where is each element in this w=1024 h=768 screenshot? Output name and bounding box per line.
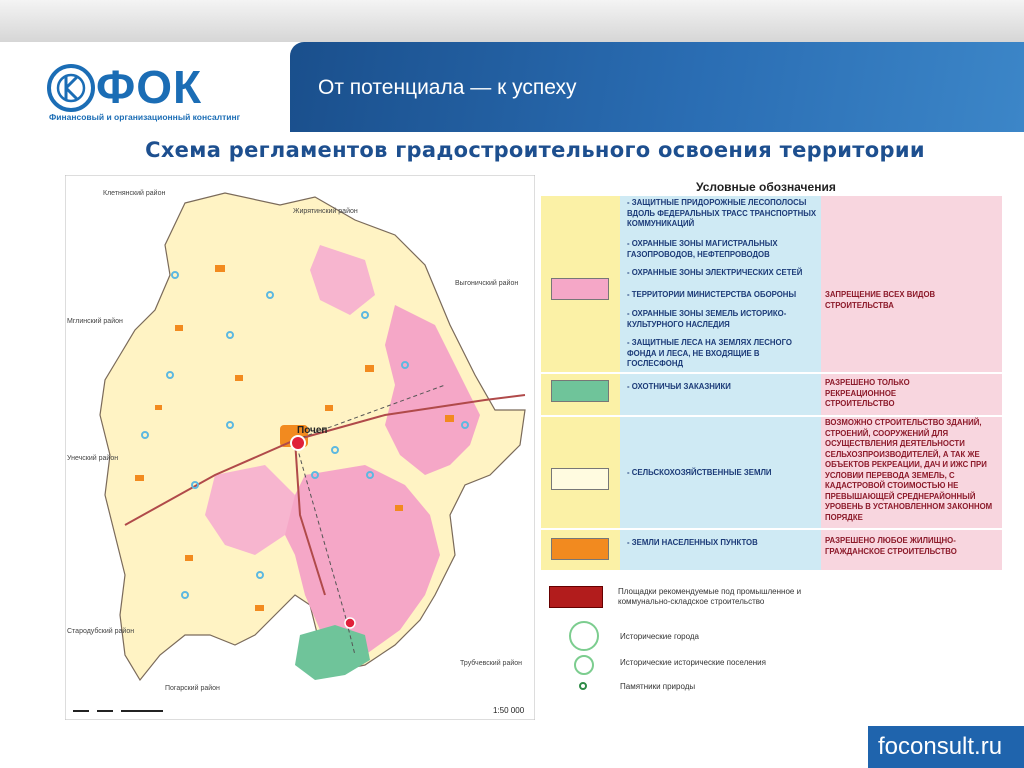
- region-label-starodub: Стародубский район: [67, 628, 135, 635]
- legend-extra-nature: Памятники природы: [620, 682, 696, 691]
- legend-regulation: ВОЗМОЖНО СТРОИТЕЛЬСТВО ЗДАНИЙ, СТРОЕНИЙ, СООРУЖЕНИЙ ДЛЯ ОСУЩЕСТВЛЕНИЯ ДЕЯТЕЛЬНОСТИ СЕЛЬХОЗПРОИЗВОДИТЕЛЕЙ, А ТАК ЖЕ ОБЪЕКТОВ РЕКРЕАЦИИ, ДАЧ И ИЖС ПРИ УСЛОВИИ ПЕРЕВОДА ЗЕМЕЛЬ, С КАДАСТРОВОЙ СТОИМОСТЬЮ НЕ ПРЕВЫШАЮЩЕЙ СРЕДНЕРАЙОННЫЙ УРОВЕНЬ В УСТАНОВЛЕННОМ ЗАКОННОМ ПОРЯДКЕ: [825, 418, 993, 522]
- legend-extra-settlement: Исторические исторические поселения: [620, 658, 766, 667]
- legend-swatch-farmland: [551, 468, 609, 490]
- legend-regulation: ЗАПРЕЩЕНИЕ ВСЕХ ВИДОВ СТРОИТЕЛЬСТВА: [825, 290, 936, 310]
- legend-item: - СЕЛЬСКОХОЗЯЙСТВЕННЫЕ ЗЕМЛИ: [627, 468, 772, 477]
- region-label-unecha: Унечский район: [67, 455, 119, 462]
- region-label-mglin: Мглинский район: [67, 318, 123, 325]
- logo-wordmark: ФОК: [96, 61, 203, 113]
- legend-swatch-reserve: [551, 380, 609, 402]
- legend-title: Условные обозначения: [696, 180, 836, 194]
- legend-item: - ЗЕМЛИ НАСЕЛЕННЫХ ПУНКТОВ: [627, 538, 758, 547]
- legend-table: [541, 196, 1002, 570]
- region-label-kletnya: Клетнянский район: [103, 190, 166, 197]
- historic-settlement-icon: [574, 655, 594, 675]
- legend-item: - ЗАЩИТНЫЕ ПРИДОРОЖНЫЕ ЛЕСОПОЛОСЫ ВДОЛЬ ФЕДЕРАЛЬНЫХ ТРАСС ТРАНСПОРТНЫХ КОММУНИКАЦИЙ: [627, 198, 817, 228]
- region-label-trubchevsk: Трубчевский район: [460, 660, 523, 667]
- city-marker: [291, 436, 305, 450]
- legend-regulation: РАЗРЕШЕНО ТОЛЬКО РЕКРЕАЦИОННОЕ СТРОИТЕЛЬСТВО: [825, 378, 910, 408]
- region-label-zhiryatino: Жирятинский район: [293, 208, 358, 215]
- legend-item: - ОХРАННЫЕ ЗОНЫ МАГИСТРАЛЬНЫХ ГАЗОПРОВОДОВ, НЕФТЕПРОВОДОВ: [627, 239, 778, 259]
- territory-map[interactable]: [65, 175, 535, 720]
- legend-extra-city: Исторические города: [620, 632, 699, 641]
- legend-regulation: РАЗРЕШЕНО ЛЮБОЕ ЖИЛИЩНО-ГРАЖДАНСКОЕ СТРОИТЕЛЬСТВО: [825, 536, 957, 556]
- nature-monument-icon: [579, 682, 587, 690]
- historic-city-icon: [569, 621, 599, 651]
- legend-item: - ТЕРРИТОРИИ МИНИСТЕРСТВА ОБОРОНЫ: [627, 290, 797, 299]
- region-label-pogar: Погарский район: [165, 685, 220, 692]
- legend-item: - ОХОТНИЧЬИ ЗАКАЗНИКИ: [627, 382, 731, 391]
- legend-item: - ЗАЩИТНЫЕ ЛЕСА НА ЗЕМЛЯХ ЛЕСНОГО ФОНДА И ЛЕСА, НЕ ВХОДЯЩИЕ В ГОСЛЕСФОНД: [627, 338, 792, 368]
- legend-extra-industrial: Площадки рекомендуемые под промышленное и коммунально-складское строительство: [618, 587, 802, 606]
- region-label-vygonichi: Выгоничский район: [455, 280, 519, 287]
- tagline: От потенциала — к успеху: [318, 76, 577, 99]
- industrial-site-swatch: [549, 586, 603, 608]
- legend-swatch-protected: [551, 278, 609, 300]
- legend-swatch-settlement: [551, 538, 609, 560]
- legend-item: - ОХРАННЫЕ ЗОНЫ ЭЛЕКТРИЧЕСКИХ СЕТЕЙ: [627, 268, 803, 277]
- map-scale: 1:50 000: [493, 706, 525, 715]
- city-label: Почеп: [297, 425, 328, 436]
- page-title: Схема регламентов градостроительного освоения территории: [145, 138, 925, 162]
- legend-item: - ОХРАННЫЕ ЗОНЫ ЗЕМЕЛЬ ИСТОРИКО-КУЛЬТУРНОГО НАСЛЕДИЯ: [627, 309, 787, 329]
- footer-brand-link[interactable]: foconsult.ru: [868, 726, 1024, 768]
- logo-subtitle: Финансовый и организационный консалтинг: [49, 112, 241, 122]
- top-strip: [0, 0, 1024, 42]
